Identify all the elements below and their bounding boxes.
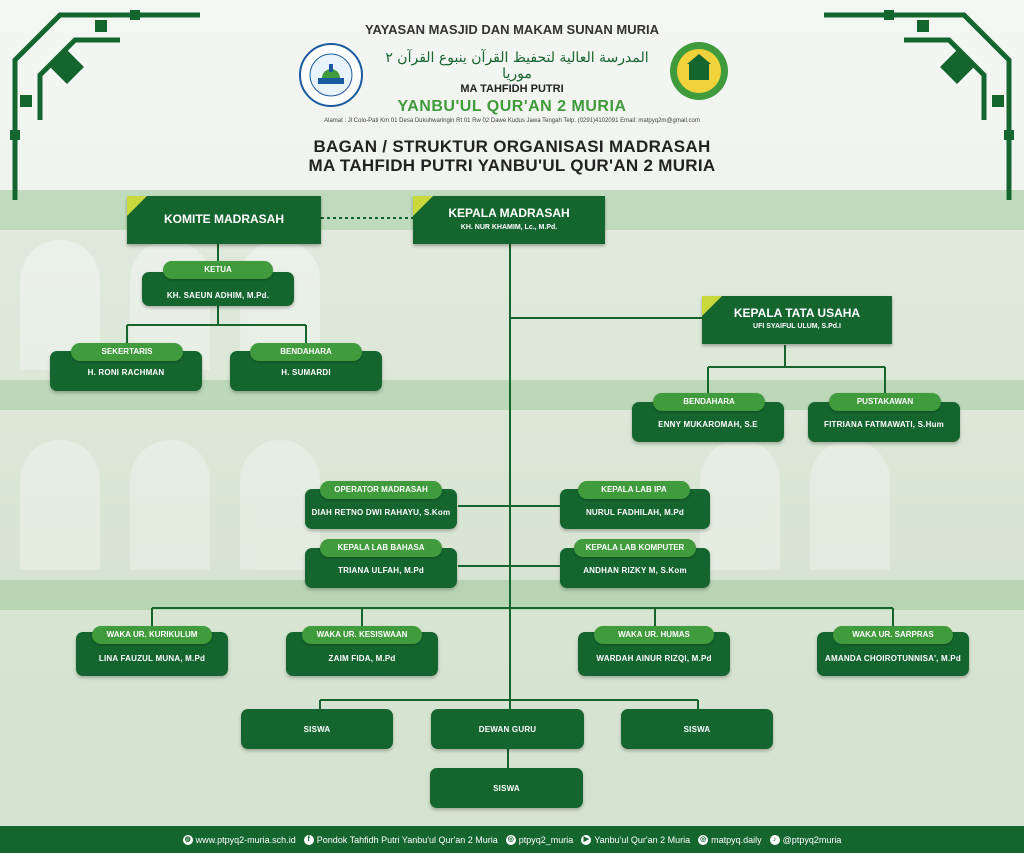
sekertaris-role: SEKERTARIS [71, 343, 183, 361]
footer-bar [0, 826, 1024, 853]
kepala-title: KEPALA MADRASAH [448, 206, 570, 220]
footer-tiktok[interactable]: ♪ @ptpyq2muria [770, 835, 842, 845]
kurikulum-name: LINA FAUZUL MUNA, M.Pd [98, 654, 206, 663]
bendahara-komite-name: H. SUMARDI [281, 368, 331, 377]
school-name: YANBU'UL QUR'AN 2 MURIA [397, 98, 627, 115]
sekertaris-name: H. RONI RACHMAN [87, 368, 165, 377]
bendahara-tu-name: ENNY MUKAROMAH, S.E [658, 420, 758, 429]
humas-role: WAKA UR. HUMAS [594, 626, 714, 644]
ketua-role: KETUA [163, 261, 273, 279]
lab-bahasa-name: TRIANA ULFAH, M.Pd [338, 566, 424, 575]
globe-icon: ◍ [184, 835, 191, 843]
tata-usaha-title: KEPALA TATA USAHA [733, 306, 861, 320]
instagram-icon: ◎ [700, 835, 707, 843]
lab-ipa-role: KEPALA LAB IPA [578, 481, 690, 499]
footer-youtube[interactable]: ▶ Yanbu'ul Qur'an 2 Muria [581, 835, 690, 845]
footer-website[interactable]: ◍ www.ptpyq2-muria.sch.id [184, 834, 296, 845]
kepala-madrasah-box [413, 196, 605, 244]
kesiswaan-name: ZAIM FIDA, M.Pd [328, 654, 396, 663]
kesiswaan-role: WAKA UR. KESISWAAN [302, 626, 422, 644]
siswa-left-box [241, 709, 393, 749]
foundation-name: YAYASAN MASJID DAN MAKAM SUNAN MURIA [365, 22, 659, 37]
footer-facebook[interactable]: f Pondok Tahfidh Putri Yanbu'ul Qur'an 2 Muria [304, 835, 498, 845]
chart-title-line2: MA TAHFIDH PUTRI YANBU'UL QUR'AN 2 MURIA [308, 156, 716, 175]
tata-usaha-box [702, 296, 892, 344]
siswa-left-label: SISWA [303, 725, 331, 734]
humas-name: WARDAH AINUR RIZQI, M.Pd [596, 654, 712, 663]
footer-instagram[interactable]: ◎ ptpyq2_muria [507, 834, 574, 845]
instagram-icon: ◎ [507, 835, 514, 843]
youtube-icon: ▶ [581, 835, 591, 845]
pustakawan-role: PUSTAKAWAN [829, 393, 941, 411]
tiktok-icon: ♪ [770, 835, 780, 845]
sarpras-role: WAKA UR. SARPRAS [833, 626, 953, 644]
bendahara-tu-role: BENDAHARA [653, 393, 765, 411]
facebook-icon: f [304, 835, 314, 845]
siswa-right-label: SISWA [683, 725, 711, 734]
lab-komputer-role: KEPALA LAB KOMPUTER [574, 539, 696, 557]
bendahara-komite-role: BENDAHARA [250, 343, 362, 361]
komite-madrasah-box [127, 196, 321, 244]
lab-komputer-name: ANDHAN RIZKY M, S.Kom [583, 566, 687, 575]
school-type: MA TAHFIDH PUTRI [460, 83, 564, 95]
tata-usaha-name: UFI SYAIFUL ULUM, S.Pd.I [753, 323, 841, 330]
dewan-guru-label: DEWAN GURU [478, 725, 537, 734]
ketua-name: KH. SAEUN ADHIM, M.Pd. [166, 291, 270, 300]
kurikulum-role: WAKA UR. KURIKULUM [92, 626, 212, 644]
siswa-right-box [621, 709, 773, 749]
operator-role: OPERATOR MADRASAH [320, 481, 442, 499]
siswa-bottom-box [430, 768, 583, 808]
lab-ipa-name: NURUL FADHILAH, M.Pd [585, 508, 685, 517]
dewan-guru-box [431, 709, 584, 749]
operator-name: DIAH RETNO DWI RAHAYU, S.Kom [311, 508, 451, 517]
komite-title: KOMITE MADRASAH [164, 212, 284, 226]
lab-bahasa-role: KEPALA LAB BAHASA [320, 539, 442, 557]
siswa-bottom-label: SISWA [493, 784, 520, 793]
kepala-name: KH. NUR KHAMIM, Lc., M.Pd. [460, 224, 558, 231]
arabic-school-name: المدرسة العالية لتحفيظ القرآن ينبوع القرآن ٢ موريا [385, 50, 649, 82]
chart-title-line1: BAGAN / STRUKTUR ORGANISASI MADRASAH [313, 137, 711, 156]
footer-instagram-daily[interactable]: ◎ matpyq.daily [700, 834, 762, 845]
school-address: Alamat : Jl Colo-Pati Km 01 Desa Dukuhwaringin Rt 01 Rw 02 Dawe Kudus Jawa Tengah Telp. (0291)4102091 Email: matpyq2m@gmail.com [324, 118, 700, 124]
sarpras-name: AMANDA CHOIROTUNNISA', M.Pd [825, 654, 961, 663]
pustakawan-name: FITRIANA FATMAWATI, S.Hum [824, 420, 944, 429]
